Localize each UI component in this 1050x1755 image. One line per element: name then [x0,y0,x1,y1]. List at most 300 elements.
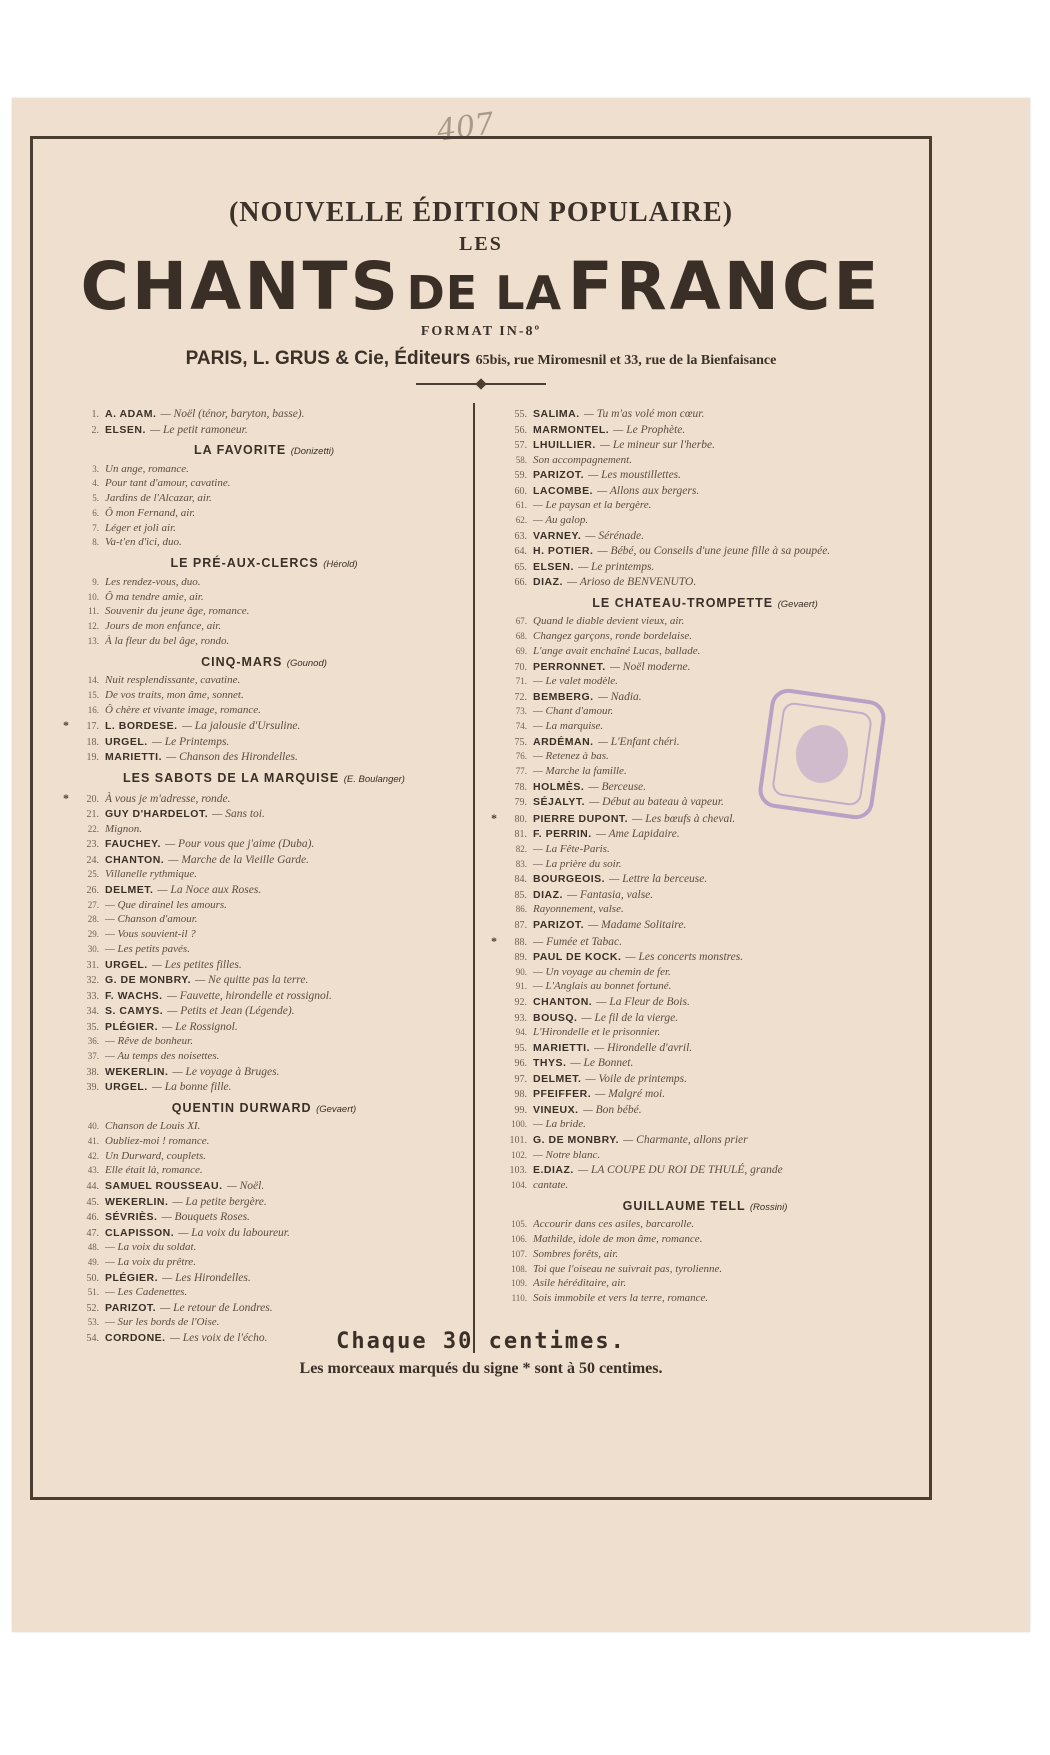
catalogue-entry [73,1020,455,1035]
entry-number: 49. [87,1256,99,1267]
catalogue-entry [501,468,909,483]
work-title: — Que dirainel les amours. [105,898,227,911]
work-title: — Nadia. [597,690,642,703]
catalogue-entry [501,1292,909,1306]
entry-number: 36. [87,1036,99,1046]
catalogue-entry [501,1056,909,1071]
entry-number: 33. [86,990,99,1002]
opera-composer: (Gevaert) [777,598,818,610]
catalogue-entry [73,735,455,750]
composer-name: LHUILLIER. [533,439,596,451]
composer-name: PIERRE DUPONT. [533,812,629,825]
work-title: — Au temps des noisettes. [105,1049,220,1062]
publisher-address: 65bis, rue Miromesnil et 33, rue de la Bienfaisance [475,353,777,368]
opera-composer: (Gevaert) [316,1103,357,1115]
catalogue-entry [501,918,909,933]
entry-number: 77. [515,766,527,777]
composer-name: FAUCHEY. [105,838,161,851]
entry-number: 86. [515,904,527,915]
work-title: — La bonne fille. [151,1081,232,1093]
catalogue-entry [73,1179,455,1194]
entry-number: 60. [514,485,527,497]
work-title: Un ange, romance. [105,462,189,475]
catalogue-entry [73,492,455,506]
entry-number: 20. [86,793,99,805]
entry-number: 74. [515,721,527,732]
entry-number: 7. [92,522,99,533]
composer-name: VARNEY. [533,529,582,542]
composer-name: ELSEN. [105,423,146,436]
catalogue-entry [501,1248,909,1262]
catalogue-entry [501,529,909,544]
catalogue-entry [501,615,909,629]
entry-number: 21. [86,809,99,820]
work-title: — Sur les bords de l'Oise. [105,1316,220,1329]
entry-number: 23. [86,839,99,851]
library-stamp [756,687,888,822]
catalogue-entry [501,1087,909,1102]
entry-number: 5. [92,493,99,504]
composer-name: SAMUEL ROUSSEAU. [105,1180,223,1193]
catalogue-entry [501,407,909,422]
work-title: — Les moustillettes. [588,469,682,482]
composer-name: URGEL. [105,1081,148,1093]
composer-name: E.DIAZ. [533,1164,574,1177]
catalogue-entry [501,575,909,590]
catalogue-entry [501,827,909,842]
work-title: — Les petits pavés. [105,942,190,955]
entry-number: 96. [514,1058,527,1070]
entry-number: 94. [515,1027,527,1038]
entry-number: 9. [92,576,99,587]
work-title: Jours de mon enfance, air. [105,620,222,632]
entry-number: 24. [86,854,99,866]
entry-number: 70. [514,661,527,673]
catalogue-entry [73,1004,455,1019]
catalogue-entry [73,958,455,973]
price-mark: * [63,790,69,805]
format-label: FORMAT IN-8º [420,324,542,339]
work-title: Rayonnement, valse. [533,903,624,916]
work-title: — La voix du prêtre. [105,1255,196,1268]
work-title: — Bébé, ou Conseils d'une jeune fille à sa poupée. [597,545,831,558]
entry-number: 90. [515,966,527,977]
work-title: Accourir dans ces asiles, barcarolle. [533,1218,695,1231]
entry-number: 107. [511,1248,527,1259]
composer-name: BEMBERG. [533,690,594,703]
catalogue-entry [501,872,909,887]
catalogue-entry [73,423,455,438]
entry-number: 101. [509,1135,527,1147]
composer-name: CHANTON. [533,996,593,1009]
catalogue-entry [73,1271,455,1286]
work-title: — Chanson d'amour. [105,913,198,926]
price-mark: * [63,718,69,733]
composer-name: SÉVRIÈS. [105,1211,158,1224]
entry-number: 71. [515,676,527,687]
work-title: — Fauvette, hirondelle et rossignol. [166,989,332,1002]
title-word-chants: CHANTS [80,248,402,325]
entry-number: 44. [86,1181,99,1193]
catalogue-entry [73,807,455,822]
entry-number: 109. [511,1278,527,1289]
work-title: L'ange avait enchaîné Lucas, ballade. [533,644,701,657]
catalogue-entry [63,718,455,734]
work-title: cantate. [533,1178,569,1191]
opera-group-heading [501,1199,909,1215]
work-title: — Le valet modèle. [533,675,618,688]
entry-number: 100. [511,1119,527,1130]
catalogue-entry [501,675,909,689]
work-title: Sombres forêts, air. [533,1247,619,1260]
work-title: Oubliez-moi ! romance. [105,1134,210,1147]
work-title: — Bouquets Roses. [161,1211,250,1224]
entry-number: 29. [87,929,99,939]
catalogue-entry [501,514,909,528]
work-title: — Tu m'as volé mon cœur. [583,408,705,420]
catalogue-entry [73,1286,455,1300]
work-title: Quand le diable devient vieux, air. [533,615,685,628]
work-title: Mignon. [105,822,142,835]
composer-name: F. WACHS. [105,989,163,1002]
catalogue-entry [73,1135,455,1149]
catalogue-entry [501,1163,909,1178]
opera-group-heading [73,556,455,572]
catalogue-entry [501,1179,909,1193]
entry-number: 67. [515,616,527,627]
catalogue-entry [73,576,455,590]
work-title: — Voile de printemps. [585,1072,687,1085]
composer-name: F. PERRIN. [533,828,592,841]
entry-number: 16. [87,704,99,715]
catalogue-entry [73,704,455,718]
catalogue-entry [73,1301,455,1316]
composer-name: ELSEN. [533,560,574,573]
work-title: Ô ma tendre amie, air. [105,590,204,603]
entry-number: 19. [86,752,99,764]
entry-number: 97. [514,1073,527,1085]
opera-composer: (E. Boulanger) [343,773,405,785]
entry-number: 39. [86,1082,99,1093]
header [33,197,929,386]
catalogue-entry [501,1072,909,1087]
edition-label: (NOUVELLE ÉDITION POPULAIRE) [228,197,734,228]
entry-number: 51. [87,1287,99,1298]
column-divider [473,403,475,1353]
entry-number: 59. [514,470,527,482]
entry-number: 66. [514,577,527,589]
composer-name: ARDÉMAN. [533,735,594,748]
catalogue-entry [501,950,909,965]
catalogue-entry [501,1133,909,1148]
catalogue-entry [73,620,455,634]
title-word-de-la: DE LA [406,266,563,320]
work-title: — Début au bateau à vapeur. [589,796,724,809]
work-title: — Les petites filles. [151,958,242,971]
work-title: — Au galop. [533,514,589,526]
entry-number: 54. [86,1333,99,1345]
composer-name: CLAPISSON. [105,1226,175,1239]
entry-number: 37. [87,1050,99,1061]
entry-number: 45. [86,1196,99,1208]
composer-name: GUY D'HARDELOT. [105,808,209,820]
page-frame [30,136,932,1500]
work-title: — Le retour de Londres. [160,1301,273,1314]
opera-title: LE PRÉ-AUX-CLERCS [170,556,319,571]
entry-number: 108. [511,1263,527,1274]
stamp-emblem [792,722,852,787]
opera-title: LES SABOTS DE LA MARQUISE [123,770,340,785]
entry-number: 17. [86,721,99,733]
catalogue-entry [73,1065,455,1080]
catalogue-entry [501,438,909,453]
opera-title: LE CHATEAU-TROMPETTE [592,595,774,610]
catalogue-entry [73,853,455,868]
entry-number: 63. [514,530,527,542]
entry-number: 58. [515,454,527,465]
opera-group-heading [73,1101,455,1117]
catalogue-entry [501,995,909,1010]
entry-number: 72. [514,691,527,703]
entry-number: 78. [514,781,527,793]
catalogue-entry [73,750,455,765]
entry-number: 15. [87,689,99,700]
entry-number: 40. [87,1121,99,1132]
entry-number: 57. [514,440,527,451]
catalogue-entry [73,507,455,521]
composer-name: HOLMÈS. [533,780,585,793]
work-title: L'Hirondelle et le prisonnier. [533,1026,661,1039]
entry-number: 1. [91,409,99,420]
opera-group-heading [73,771,455,787]
work-title: — Les bœufs à cheval. [632,812,736,825]
composer-name: VINEUX. [533,1103,579,1116]
entry-number: 11. [88,606,99,617]
work-title: — Les concerts monstres. [625,951,744,964]
title-word-france: FRANCE [567,248,882,325]
composer-name: PLÉGIER. [105,1271,159,1284]
price-mark: * [491,933,497,948]
composer-name: PARIZOT. [533,469,585,482]
catalogue-entry [501,660,909,675]
entry-number: 98. [514,1089,527,1101]
work-title: — Sans toi. [212,808,265,820]
work-title: — Bon bébé. [582,1103,642,1116]
composer-name: G. DE MONBRY. [105,974,192,986]
entry-number: 8. [92,537,99,548]
entry-number: 43. [87,1165,99,1176]
work-title: — Le petit ramoneur. [149,423,248,436]
opera-title: QUENTIN DURWARD [171,1100,312,1115]
catalogue-entry [73,913,455,927]
catalogue-entry [73,928,455,942]
opera-group-heading [73,443,455,459]
entry-number: 22. [87,823,99,834]
entry-number: 10. [87,591,99,602]
entry-number: 50. [86,1272,99,1284]
work-title: — Vous souvient-il ? [105,928,196,940]
work-title: Nuit resplendissante, cavatine. [105,674,241,687]
composer-name: URGEL. [105,958,148,971]
catalogue-entry [73,536,455,550]
entry-number: 52. [86,1302,99,1314]
entry-number: 2. [91,424,99,436]
catalogue-entry [73,689,455,703]
work-title: — L'Enfant chéri. [597,735,680,748]
entry-number: 27. [87,899,99,910]
composer-name: DIAZ. [533,576,563,589]
sheet-music-cover [12,98,1030,1632]
work-title: — Arioso de BENVENUTO. [566,576,697,589]
work-title: — Noël. [226,1180,265,1193]
catalogue-entry [73,973,455,988]
catalogue-entry [491,933,909,950]
work-title: — Petits et Jean (Légende). [167,1005,295,1017]
work-title: — Le fil de la vierge. [581,1011,679,1024]
work-title: Ô mon Fernand, air. [105,506,196,519]
entry-number: 41. [87,1135,99,1146]
composer-name: SÉJALYT. [533,796,586,809]
catalogue-entry [501,1218,909,1232]
work-title: — La voix du soldat. [105,1241,197,1254]
work-title: — La Noce aux Roses. [157,884,262,896]
ornament-divider [416,382,546,386]
work-title: Jardins de l'Alcazar, air. [105,492,212,505]
composer-name: PARIZOT. [533,919,585,932]
price-line: Chaque 30 centimes. [336,1329,626,1354]
composer-name: LACOMBE. [533,484,593,497]
catalogue-entry [501,484,909,499]
entry-number: 34. [86,1006,99,1017]
catalogue-entry [501,630,909,644]
work-title: Villanelle rythmique. [105,868,198,881]
title-prefix: LES [459,233,503,255]
entry-number: 42. [87,1150,99,1161]
opera-group-heading [501,596,909,612]
entry-number: 105. [511,1219,527,1230]
catalogue-entry [73,1226,455,1241]
composer-name: MARMONTEL. [533,423,610,436]
catalogue-entry [73,635,455,649]
work-title: — Malgré moi. [595,1088,666,1101]
entry-number: 80. [514,813,527,825]
work-title: — Allons aux bergers. [597,484,700,497]
catalogue-entry [501,1277,909,1291]
handwritten-note: 407 [434,106,497,149]
catalogue-entry [501,1041,909,1056]
price-note: Les morceaux marqués du signe * sont à 50 centimes. [299,1360,663,1377]
composer-name: A. ADAM. [105,408,157,420]
composer-name: DELMET. [105,884,154,896]
catalogue-entry [73,899,455,913]
work-title: Sois immobile et vers la terre, romance. [533,1292,709,1304]
composer-name: L. BORDESE. [105,720,178,733]
catalogue-entry [501,843,909,857]
work-title: — Le mineur sur l'herbe. [599,439,715,451]
work-title: — Le Bonnet. [570,1057,634,1070]
catalogue-entry [73,1164,455,1178]
catalogue-entry [73,1120,455,1134]
catalogue-entry [73,591,455,605]
work-title: — Marche la famille. [533,765,627,778]
work-title: — Le Rossignol. [162,1020,238,1033]
composer-name: CORDONE. [105,1332,166,1345]
catalogue-entry [501,454,909,468]
entry-number: 92. [514,997,527,1009]
composer-name: BOUSQ. [533,1011,578,1024]
work-title: — La marquise. [533,720,604,733]
catalogue-entry [501,980,909,994]
work-title: Son accompagnement. [533,453,632,466]
work-title: — LA COUPE DU ROI DE THULÉ, grande [577,1164,783,1177]
entry-number: 85. [514,889,527,901]
catalogue-entry [73,463,455,477]
work-title: — Le voyage à Bruges. [172,1065,280,1078]
work-title: — Ne quitte pas la terre. [195,974,309,986]
composer-name: DELMET. [533,1072,582,1085]
entry-number: 81. [514,829,527,841]
entry-number: 99. [514,1104,527,1116]
catalogue-entry [73,868,455,882]
entry-number: 25. [87,869,99,880]
entry-number: 93. [514,1012,527,1024]
work-title: Va-t'en d'ici, duo. [105,536,182,549]
catalogue-entry [73,477,455,491]
catalogue-entry [73,989,455,1004]
work-title: — L'Anglais au bonnet fortuné. [533,980,672,993]
catalogue-entry [501,858,909,872]
entry-number: 87. [514,920,527,932]
opera-title: LA FAVORITE [193,443,287,457]
entry-number: 56. [514,424,527,436]
entry-number: 65. [514,561,527,573]
composer-name: THYS. [533,1057,567,1070]
work-title: — Sérénade. [585,529,644,542]
entry-number: 13. [87,635,99,646]
catalogue-entry [73,522,455,536]
entry-number: 3. [92,463,99,474]
composer-name: CHANTON. [105,853,165,866]
catalogue-entry [73,837,455,852]
entry-number: 64. [514,546,527,558]
composer-name: PLÉGIER. [105,1020,159,1033]
composer-name: PERRONNET. [533,660,606,673]
entry-number: 31. [86,959,99,971]
composer-name: S. CAMYS. [105,1005,164,1017]
entry-number: 14. [87,675,99,686]
entry-number: 76. [515,751,527,762]
entry-number: 91. [515,981,527,992]
composer-name: G. DE MONBRY. [533,1134,620,1147]
work-title: — Charmante, allons prier [623,1134,748,1147]
entry-number: 38. [86,1066,99,1078]
work-title: — Ame Lapidaire. [595,828,680,841]
catalogue-entry [73,1195,455,1210]
work-title: — Rêve de bonheur. [105,1035,193,1047]
work-title: — La Fleur de Bois. [596,996,690,1009]
footer [33,1329,929,1378]
catalogue-entry [73,407,455,422]
entry-number: 48. [87,1242,99,1253]
opera-composer: (Donizetti) [290,446,335,457]
work-title: Chanson de Louis XI. [105,1120,201,1133]
composer-name: DIAZ. [533,888,563,901]
catalogue-entry [73,1050,455,1064]
entry-number: 62. [515,515,527,525]
publisher-line [33,348,929,370]
catalogue-entry [501,1263,909,1277]
composer-name: PFEIFFER. [533,1088,592,1101]
